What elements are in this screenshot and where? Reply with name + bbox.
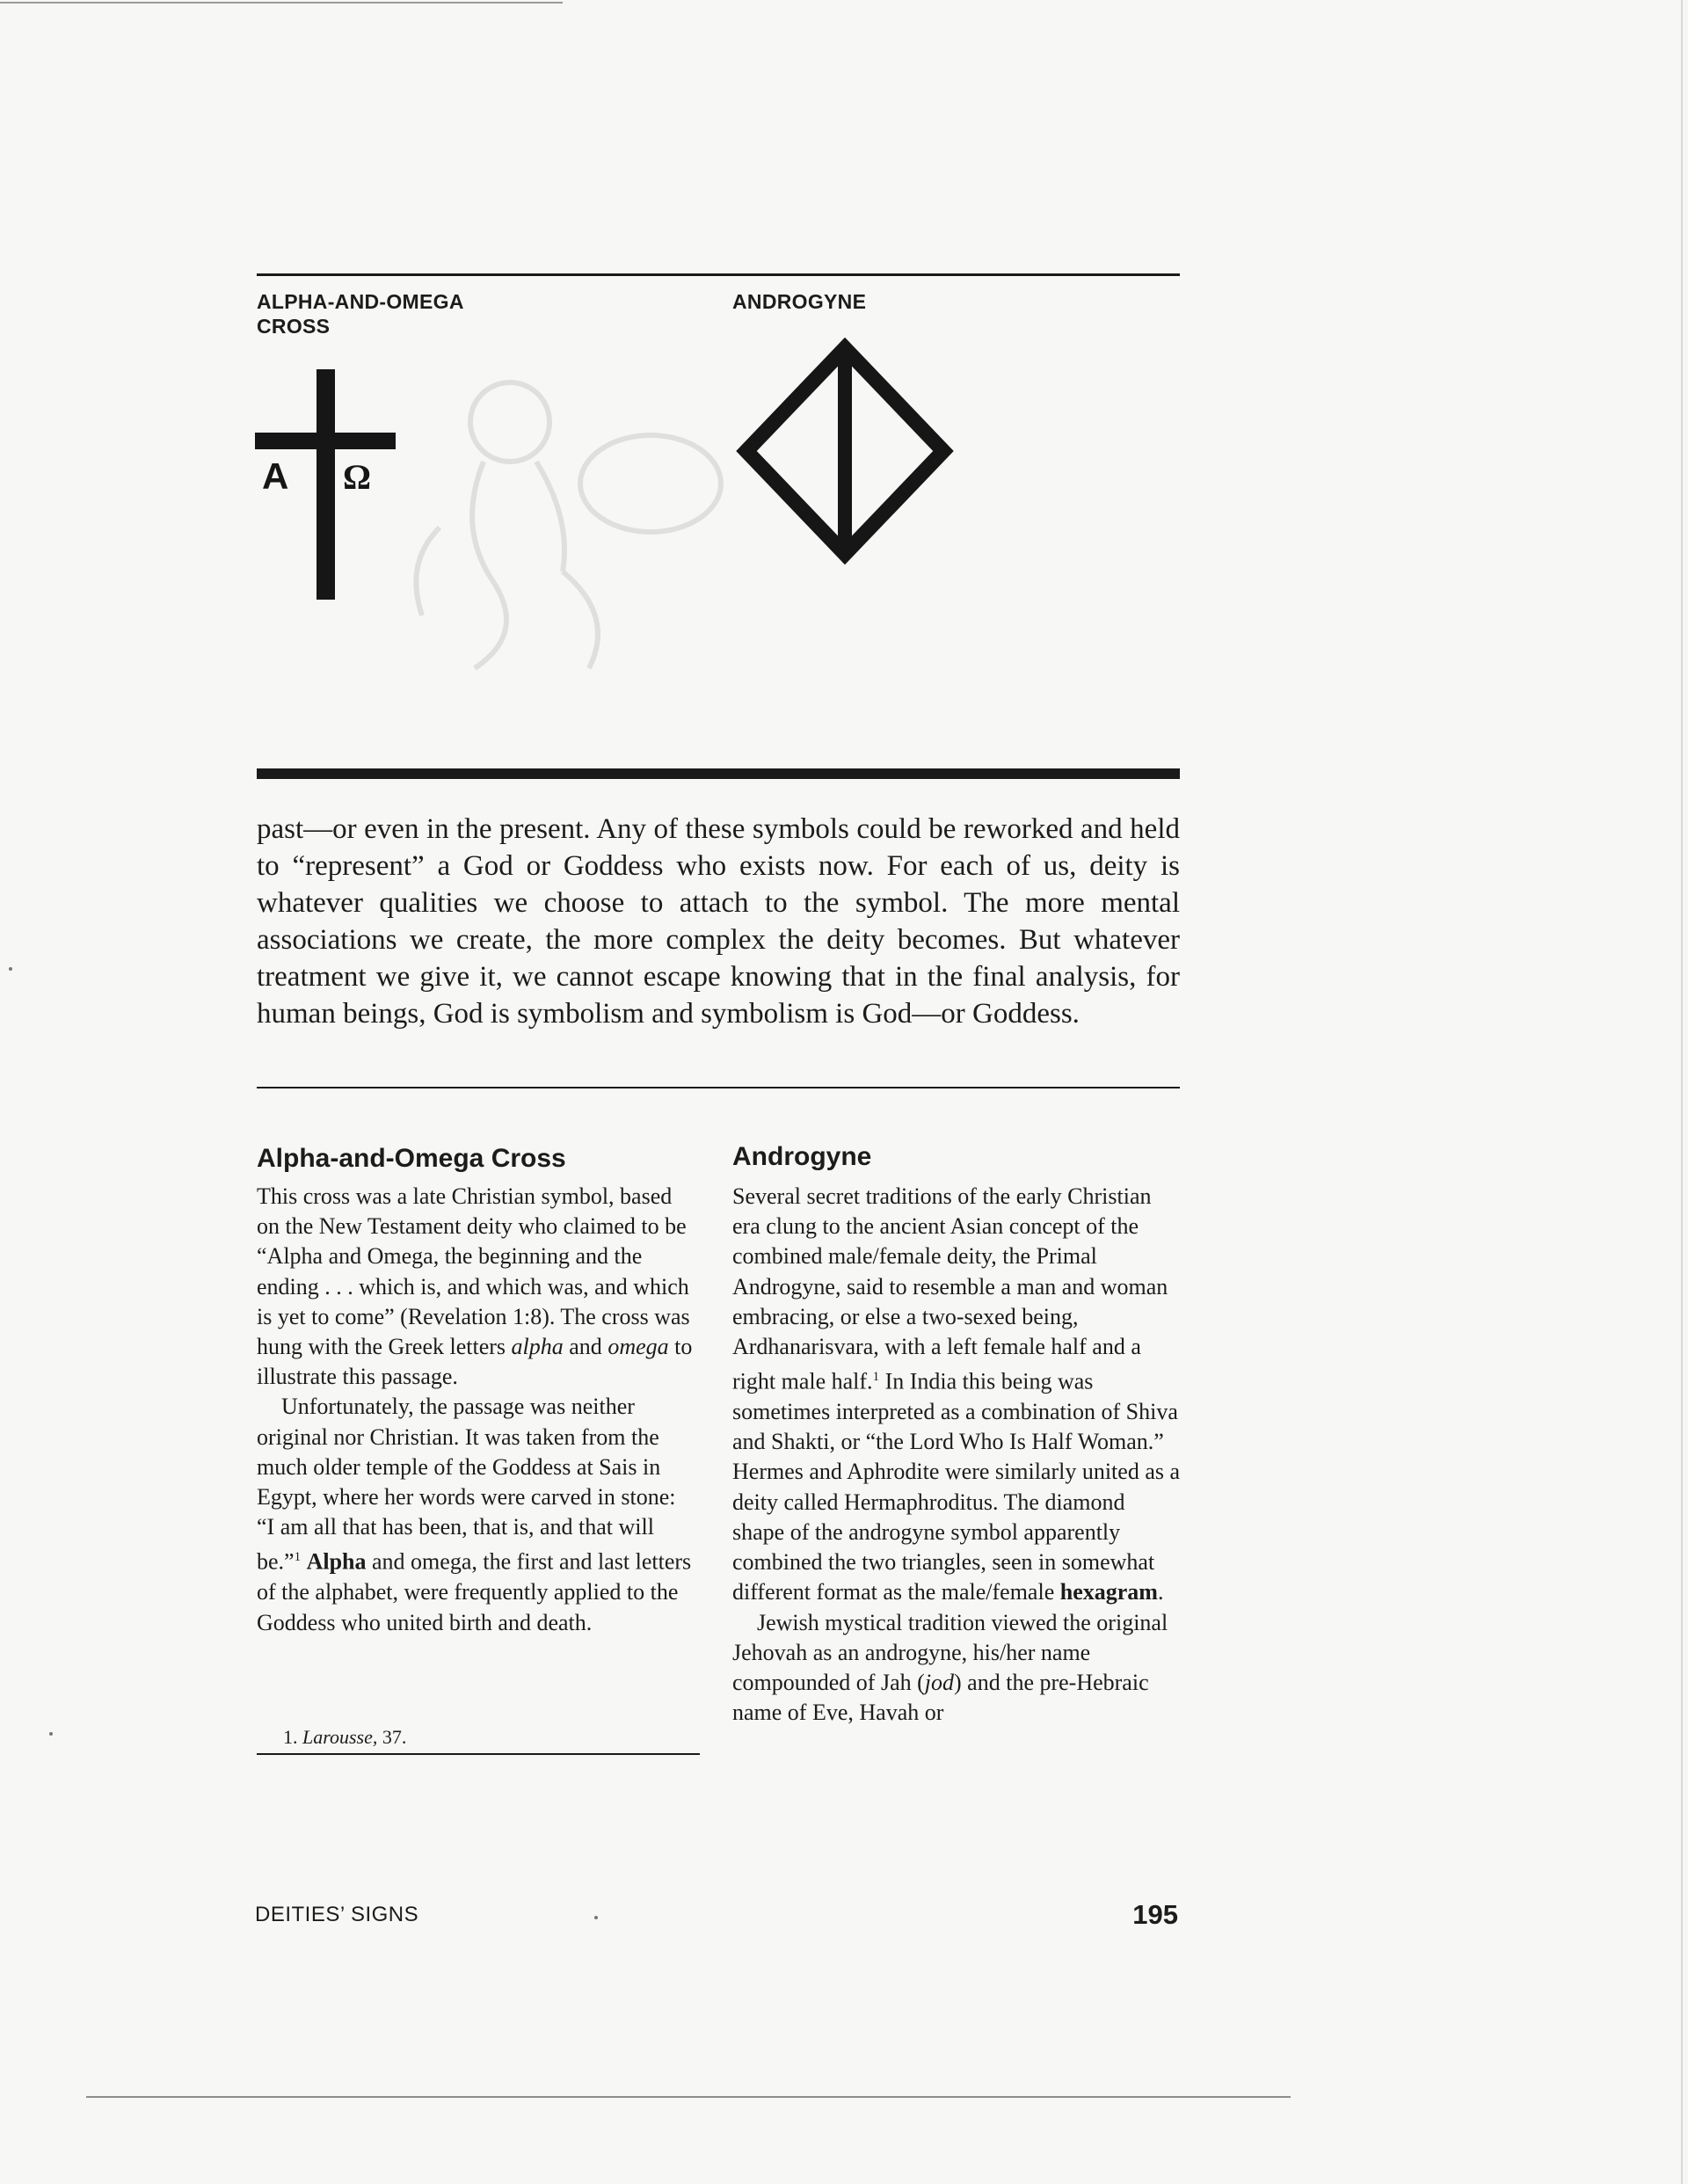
emphasis-omega: omega (608, 1334, 669, 1360)
caption-line: CROSS (257, 315, 331, 338)
text-run: ) and the pre-Hebraic name of Eve, Havah or (732, 1669, 1149, 1726)
right-column-body (732, 1182, 1181, 1728)
page-number: 195 (1132, 1899, 1178, 1930)
heading-alpha-omega-cross: Alpha-and-Omega Cross (257, 1144, 566, 1173)
cross-letter-omega: Ω (343, 457, 372, 497)
thick-divider-rule (257, 768, 1180, 779)
watermark-figure-icon (387, 352, 756, 686)
text-run: Jewish mystical tradition viewed the original Jehovah as an androgyne, his/her name compounded of Jah ( (732, 1609, 1168, 1695)
text-run: Several secret traditions of the early Christian era clung to the ancient Asian concept of the combined male/female deity, the Primal Androgyne, said to resemble a man and woman embracing, or else a two-sexed being, Ardhanarisvara, with a left female half and a right male half. (732, 1183, 1168, 1394)
caption-androgyne (732, 289, 866, 314)
footnote-rule (257, 1753, 700, 1755)
right-paragraph-1 (732, 1182, 1181, 1608)
left-paragraph-2 (257, 1392, 695, 1637)
running-footer-section: DEITIES’ SIGNS (255, 1903, 419, 1926)
heading-androgyne: Androgyne (732, 1142, 872, 1171)
androgyne-diamond-icon (735, 338, 955, 564)
footnote-reference: 1 (872, 1370, 880, 1385)
text-run: In India this being was sometimes interpreted as a combination of Shiva and Shakti, or “the Lord Who Is Half Woman.” Hermes and Aphrodite were similarly united as a deity called Hermaphroditus. The diamond shape of the androgyne symbol apparently combined the two triangles, seen in somewhat different format as the male/female (732, 1368, 1181, 1605)
scan-edge-bottom (86, 2096, 1291, 2098)
scan-speck (49, 1732, 53, 1736)
footnote (283, 1725, 406, 1750)
footnote-reference: 1 (294, 1550, 302, 1565)
scan-speck (594, 1916, 598, 1919)
caption-alpha-omega-cross (257, 289, 464, 339)
footnote-number: 1. (283, 1726, 298, 1748)
footnote-page: 37. (382, 1726, 407, 1748)
left-paragraph-1 (257, 1182, 695, 1392)
scan-speck (9, 967, 12, 971)
emphasis-alpha: alpha (511, 1334, 564, 1360)
text-run: . (1157, 1579, 1164, 1605)
emphasis-jod: jod (924, 1669, 955, 1695)
right-paragraph-2 (732, 1608, 1181, 1729)
text-run: and omega, the first and last letters of the alphabet, were frequently applied to the Goddess who united birth and death. (257, 1549, 692, 1635)
cross-letter-alpha: A (262, 455, 289, 497)
scan-edge-top (0, 2, 563, 4)
left-column-body (257, 1182, 695, 1638)
scan-edge-right (1681, 0, 1683, 2184)
caption-line: ALPHA-AND-OMEGA (257, 290, 464, 313)
intro-paragraph: past—or even in the present. Any of these symbols could be reworked and held to “represent” a God or Goddess who exists now. For each of us, deity is whatever qualities we choose to attach to the symbol. The more mental associations we create, the more complex the deity becomes. But whatever treatment we give it, we cannot escape knowing that in the final analysis, for human beings, God is symbolism and symbolism is God—or Goddess. (257, 813, 1180, 1030)
footnote-source: Larousse, (302, 1726, 378, 1748)
cross-reference-alpha: Alpha (306, 1549, 367, 1576)
cross-reference-hexagram: hexagram (1059, 1579, 1158, 1605)
text-run: and (563, 1334, 608, 1360)
caption-line: ANDROGYNE (732, 290, 867, 313)
text-run: to illustrate this passage. (257, 1334, 693, 1390)
intro-bottom-rule (257, 1087, 1180, 1088)
alpha-and-omega-cross-icon (255, 369, 404, 602)
text-run: Unfortunately, the passage was neither original nor Christian. It was taken from the much older temple of the Goddess at Sais in Egypt, where her words were carved in stone: “I am all that has been, that is, and that will be.” (257, 1394, 676, 1576)
top-rule (257, 273, 1180, 276)
text-run: This cross was a late Christian symbol, based on the New Testament deity who claimed to be “Alpha and Omega, the beginning and the ending . . . which is, and which was, and which is yet to come” (Revelation 1:8). The cross was hung with the Greek letters (257, 1183, 690, 1360)
